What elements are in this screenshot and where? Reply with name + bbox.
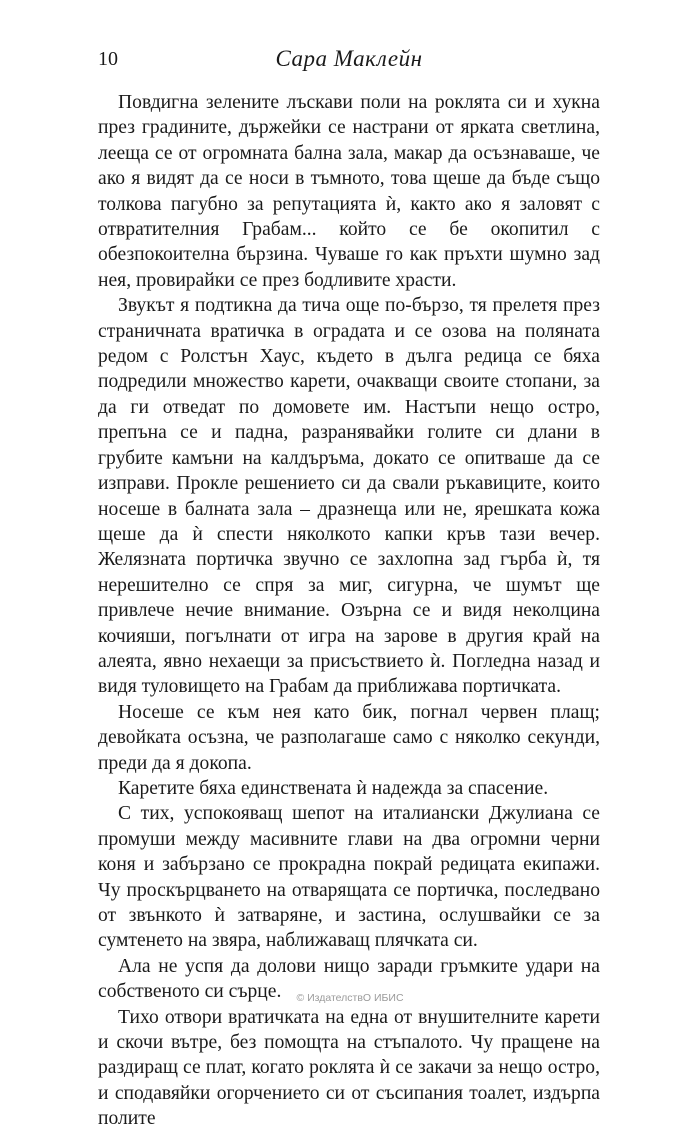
paragraph: Повдигна зелените лъскави поли на роклята си и хукна през градините, държейки се настрани от ярката светлина, лееща се от огромната бална зала, макар да осъзнаваше, че ако я видят да се носи в тъмното, това щеше да бъде също толкова пагубно за репутацията ѝ, както ако я заловят с отвратителния Грабам... който се бе окопитил с обезпокоителна бързина. Чуваше го как пръхти шумно зад нея, провирайки се през бодливите храсти.	[98, 92, 600, 291]
paragraph: Носеше се към нея като бик, погнал червен плащ; девойката осъзна, че разполагаше само с няколко секунди, преди да я докопа.	[98, 701, 600, 774]
page-header	[98, 46, 600, 76]
running-head-author: Сара Маклейн	[275, 46, 423, 71]
paragraph: Каретите бяха единствената ѝ надежда за спасение.	[118, 777, 549, 799]
paragraph: Тихо отвори вратичката на една от внушителните карети и скочи вътре, без помощта на стъпалото. Чу пращене на раздиращ се плат, когато роклята ѝ се закачи за нещо остро, и сподавяйки огорчението си от съсипания тоалет, издърпа полите	[98, 1006, 600, 1130]
paragraph: Ала не успя да долови нищо заради гръмките удари на собственото си сърце.	[98, 955, 600, 1003]
page-number: 10	[98, 48, 118, 70]
paragraph: Звукът я подтикна да тича още по-бързо, тя прелетя през страничната вратичка в оградата и се озова на поляната редом с Ролстън Хаус, където в дълга редица се бяха подредили множество карети, очакващи своите стопани, за да ги отведат по домовете им. Настъпи нещо остро, препъна се и падна, разранявайки голите си длани в грубите камъни на калдъръма, докато се опитваше да се изправи. Прокле решението си да свали ръкавиците, които носеше в балната зала – дразнеща или не, ярешката кожа щеше да ѝ спести няколкото капки кръв тази вечер. Желязната портичка звучно се захлопна зад гърба ѝ, тя нерешително се спря за миг, сигурна, че шумът ще привлече нечие внимание. Озърна се и видя неколцина кочияши, погълнати от игра на зарове в другия край на алеята, явно нехаещи за присъствието ѝ. Погледна назад и видя туловището на Грабам да приближава портичката.	[98, 295, 600, 698]
body-text	[98, 90, 600, 1132]
publisher-watermark: © ИздателствО ИБИС	[296, 992, 404, 1004]
paragraph: С тих, успокояващ шепот на италиански Джулиана се промуши между масивните глави на два огромни черни коня и забързано се прокрадна покрай редицата екипажи. Чу проскърцването на отварящата се портичка, последвано от звънкото ѝ затваряне, и застина, ослушвайки се за сумтенето на звяра, наближаващ плячката си.	[98, 803, 600, 952]
